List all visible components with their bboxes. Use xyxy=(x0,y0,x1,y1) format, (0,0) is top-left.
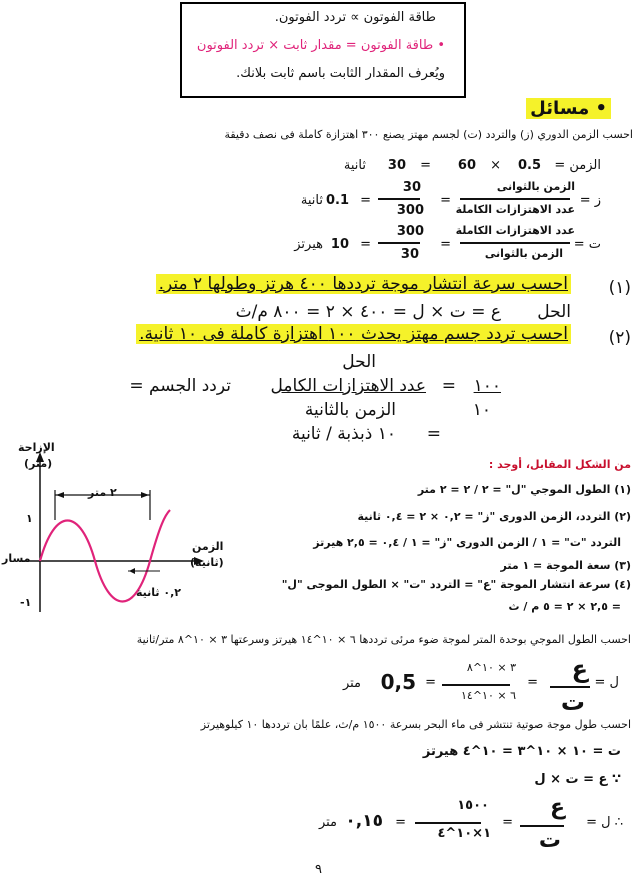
p1-z-eq2: = xyxy=(360,193,371,208)
p1-time-result: 30 xyxy=(387,158,406,173)
problem6-step2: ∵ ع = ت × ل xyxy=(534,772,621,787)
p1-f-den: 30 xyxy=(400,247,419,262)
problem6-frac-den: ت xyxy=(538,828,561,853)
problem3-val-den: ١٠ xyxy=(472,400,491,420)
p1-f-num: 300 xyxy=(396,224,424,239)
problem3-eq2: = xyxy=(426,424,441,444)
definition-line-2: • طاقة الفوتون = مقدار ثابت × تردد الفوتون xyxy=(196,38,445,53)
problem3-den: الزمن بالثانية xyxy=(304,400,396,420)
section-title: • مسائل xyxy=(526,98,611,119)
graph-y-bottom: -١ xyxy=(20,596,32,609)
p1-f-result: 10 xyxy=(330,237,349,252)
problem3-lhs: تردد الجسم = xyxy=(129,376,231,396)
problem5-eq1: = xyxy=(527,675,538,690)
graph-y-label: الإزاحة xyxy=(18,441,55,454)
problem6-val-num: ١٥٠٠ xyxy=(457,798,489,813)
problem2-question: احسب سرعة انتشار موجة ترددها ٤٠٠ هرتز وطولها ٢ متر. xyxy=(156,274,571,294)
p1-z-second: ثانية xyxy=(300,193,323,208)
problem5-question: احسب الطول الموجي بوحدة المتر لموجة ضوء مرئى ترددها ٦ × ١٠^١٤ هيرتز وسرعتها ٣ × ١٠^٨ متر/ثانية xyxy=(136,633,631,646)
problem4-item2b: التردد "ت" = ١ / الزمن الدورى "ز" = ١ / ٠,٤ = ٢,٥ هيرتز xyxy=(313,536,621,549)
problem4-item1: (١) الطول الموجي "ل" = ٢ / ٢ = ٢ متر xyxy=(417,483,631,496)
problem3-number: (٢) xyxy=(608,328,631,348)
p1-f-eq1: = xyxy=(440,237,451,252)
p1-f-frac-num: عدد الاهتزازات الكاملة xyxy=(455,224,575,237)
p1-time-label: الزمن = xyxy=(554,158,601,173)
problem2-number: (١) xyxy=(608,278,631,298)
problem4-item2: (٢) التردد، الزمن الدورى "ز" = ٠,٢ × ٢ = ٠,٤ ثانية xyxy=(357,510,631,523)
problem6-unit: متر xyxy=(318,815,337,830)
p1-eq: = xyxy=(420,158,431,173)
problem3-result: ١٠ ذبذبة / ثانية xyxy=(291,424,396,444)
p1-z-label: ز = xyxy=(579,193,601,208)
problem5-l-label: ل = xyxy=(594,675,619,690)
graph-period-label: ٠,٢ ثانية xyxy=(136,586,181,599)
problem5-result: 0,5 xyxy=(380,670,416,694)
graph-y-top: ١ xyxy=(26,512,33,525)
problem5-val-line xyxy=(442,684,510,686)
p1-z-frac-line xyxy=(460,198,570,200)
problem5-unit: متر xyxy=(342,676,361,691)
graph-y-unit: (متر) xyxy=(24,457,53,470)
period-arrow xyxy=(129,568,135,574)
p1-f-frac-line xyxy=(460,242,570,244)
graph-x-label: الزمن xyxy=(192,540,224,553)
problem6-frac-num: ع xyxy=(549,795,565,820)
p1-time-b: 60 xyxy=(457,158,476,173)
problem5-val-num: ٣ × ١٠^٨ xyxy=(466,661,516,674)
p1-z-result: 0.1 xyxy=(325,193,349,208)
problem4-item4: (٤) سرعة انتشار الموجة "ع" = التردد "ت" × الطول الموجى "ل" xyxy=(281,578,631,591)
p1-time-a: 0.5 xyxy=(517,158,541,173)
wavelength-arrow-right xyxy=(141,492,149,498)
p1-z-eq1: = xyxy=(440,193,451,208)
problem6-step1: ت = ١٠ × ١٠^٣ = ١٠^٤ هيرتز xyxy=(422,744,621,759)
problem5-val-den: ٦ × ١٠^١٤ xyxy=(460,689,516,702)
p1-z-num-line xyxy=(378,198,420,200)
p1-z-den: 300 xyxy=(396,203,424,218)
problem6-eq2: = xyxy=(395,815,406,830)
p1-f-eq2: = xyxy=(360,237,371,252)
problem3-eq1: = xyxy=(441,376,456,396)
p1-f-label: ت = xyxy=(573,237,601,252)
p1-times: × xyxy=(490,158,501,173)
p1-f-frac-den: الزمن بالثوانى xyxy=(484,247,563,260)
problem6-val-line xyxy=(415,822,481,824)
definition-line-1: طاقة الفوتون ∝ تردد الفوتون. xyxy=(274,10,436,25)
p1-f-num-line xyxy=(378,242,420,244)
problem5-frac-den: ت xyxy=(560,688,585,716)
problem4-item4b: = ٢,٥ × ٢ = ٥ م / ث xyxy=(508,600,621,613)
problem2-solution-label: الحل xyxy=(537,302,571,322)
definition-line-3: ويُعرف المقدار الثابت باسم ثابت بلانك. xyxy=(236,66,445,81)
problem6-question: احسب طول موجة صوتية تنتشر فى ماء البحر بسرعة ١٥٠٠ م/ث، علمًا بان ترددها ١٠ كيلوهيرتز xyxy=(200,718,631,731)
graph-origin-label: مسار xyxy=(2,552,31,565)
problem1-question: احسب الزمن الدوري (ز) والتردد (ت) لجسم مهتز يصنع ٣٠٠ اهتزازة كاملة فى نصف دقيقة xyxy=(224,128,633,141)
p1-z-frac-num: الزمن بالثوانى xyxy=(496,180,575,193)
problem6-l-label: ∴ ل = xyxy=(586,815,623,830)
problem3-num: عدد الاهتزازات الكامل xyxy=(270,376,426,396)
problem4-item3: (٣) سعة الموجة = ١ متر xyxy=(500,559,631,572)
graph-x-unit: (ثانية) xyxy=(190,556,224,569)
problem4-title: من الشكل المقابل، أوجد : xyxy=(488,458,631,471)
problem5-eq2: = xyxy=(425,675,436,690)
graph-wavelength-label: ٢ متر xyxy=(88,486,117,499)
problem2-solution: ع = ت × ل = ٤٠٠ × ٢ = ٨٠٠ م/ث xyxy=(235,302,501,322)
problem3-val-num: ١٠٠ xyxy=(473,376,501,396)
wavelength-arrow-left xyxy=(56,492,64,498)
p1-z-num: 30 xyxy=(402,180,421,195)
p1-second: ثانية xyxy=(343,158,366,173)
p1-z-frac-den: عدد الاهتزازات الكاملة xyxy=(455,203,575,216)
problem3-question: احسب تردد جسم مهتز يحدث ١٠٠ اهتزازة كاملة فى ١٠ ثانية. xyxy=(136,324,571,344)
problem6-result: ٠,١٥ xyxy=(345,811,383,831)
problem5-frac-num: ع xyxy=(571,655,588,683)
problem6-frac-line xyxy=(520,825,564,827)
p1-f-hertz: هيرتز xyxy=(294,237,323,252)
problem3-solution-label: الحل xyxy=(342,352,376,372)
page-number: ٩ xyxy=(315,862,322,877)
problem6-eq1: = xyxy=(502,815,513,830)
problem6-val-den: ١×١٠^٤ xyxy=(437,826,491,841)
